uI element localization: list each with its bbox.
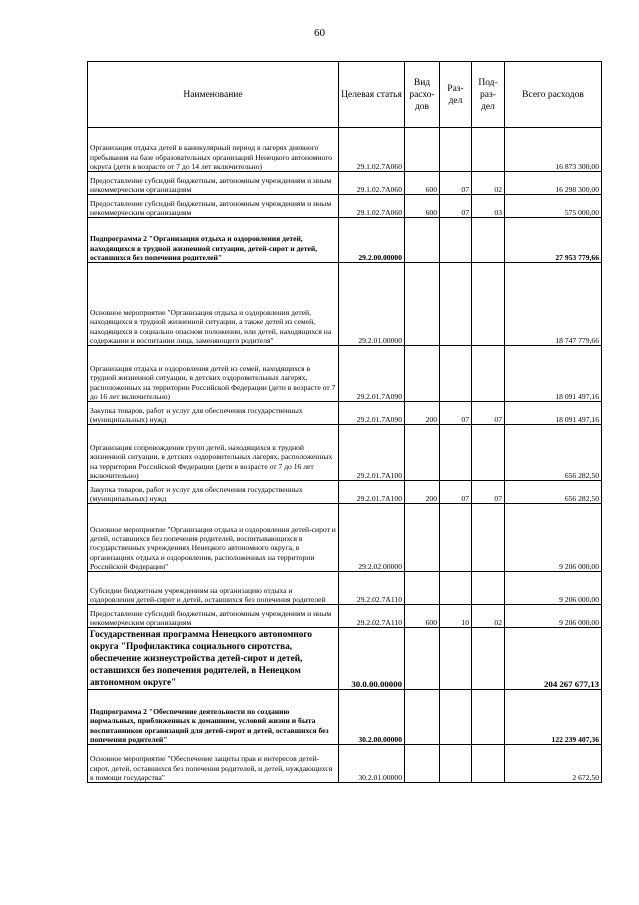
row-name: Основное мероприятие "Обеспечение защиты прав и интересов детей-сирот, детей, оставшихся без попечения родителей, и детей, нуждающихся в помощи государства" bbox=[88, 745, 339, 783]
row-subsection: 02 bbox=[472, 172, 505, 195]
table-row bbox=[88, 263, 602, 346]
row-subsection bbox=[472, 628, 505, 690]
row-subsection bbox=[472, 263, 505, 346]
row-total: 122 239 407,36 bbox=[505, 690, 602, 745]
row-target-code: 29.1.02.7А060 bbox=[339, 195, 405, 218]
row-total: 9 206 000,00 bbox=[505, 504, 602, 572]
header-subsection: Под-раз-дел bbox=[472, 62, 505, 128]
row-expense-type bbox=[405, 128, 440, 172]
row-expense-type bbox=[405, 346, 440, 402]
row-subsection bbox=[472, 128, 505, 172]
row-subsection bbox=[472, 745, 505, 783]
row-name: Подпрограмма 2 "Организация отдыха и оздоровления детей, находящихся в трудной жизненной ситуации, детей-сирот и детей, оставшихся без попечения родителей" bbox=[88, 218, 339, 263]
row-section bbox=[440, 218, 472, 263]
row-section: 07 bbox=[440, 195, 472, 218]
row-subsection bbox=[472, 218, 505, 263]
table-header-row bbox=[88, 62, 602, 128]
row-name: Закупка товаров, работ и услуг для обеспечения государственных (муниципальных) нужд bbox=[88, 402, 339, 425]
row-name: Основное мероприятие "Организация отдыха и оздоровления детей, находящихся в трудной жизненной ситуации, а также детей из семей, находящихся в социально опасном положении, или детей, находящихся на содержании и воспитании лица, заменяющего родителя" bbox=[88, 263, 339, 346]
row-section bbox=[440, 263, 472, 346]
table-row bbox=[88, 346, 602, 402]
row-total: 2 672,50 bbox=[505, 745, 602, 783]
row-expense-type bbox=[405, 572, 440, 605]
row-total: 16 873 300,00 bbox=[505, 128, 602, 172]
row-subsection bbox=[472, 690, 505, 745]
row-section: 07 bbox=[440, 402, 472, 425]
row-subsection bbox=[472, 425, 505, 481]
table-row bbox=[88, 195, 602, 218]
row-target-code: 29.2.01.7А100 bbox=[339, 425, 405, 481]
row-expense-type bbox=[405, 218, 440, 263]
row-section bbox=[440, 690, 472, 745]
row-target-code: 29.2.00.00000 bbox=[339, 218, 405, 263]
header-total: Всего расходов bbox=[505, 62, 602, 128]
row-expense-type bbox=[405, 425, 440, 481]
row-subsection: 02 bbox=[472, 605, 505, 628]
row-section bbox=[440, 628, 472, 690]
row-subsection: 03 bbox=[472, 195, 505, 218]
row-total: 18 747 779,66 bbox=[505, 263, 602, 346]
table-row bbox=[88, 745, 602, 783]
row-total: 16 298 300,00 bbox=[505, 172, 602, 195]
row-name: Предоставление субсидий бюджетным, автономным учреждениям и иным некоммерческим организациям bbox=[88, 172, 339, 195]
row-section: 07 bbox=[440, 481, 472, 504]
row-section bbox=[440, 504, 472, 572]
row-target-code: 29.2.02.7А110 bbox=[339, 605, 405, 628]
row-total: 18 091 497,16 bbox=[505, 402, 602, 425]
row-total: 656 282,50 bbox=[505, 425, 602, 481]
header-section: Раз-дел bbox=[440, 62, 472, 128]
header-expense-type: Вид расхо-дов bbox=[405, 62, 440, 128]
row-name: Организация отдыха детей в каникулярный период в лагерях дневного пребывания на базе образовательных организаций Ненецкого автономного округа (дети в возрасте от 7 до 14 лет включительно) bbox=[88, 128, 339, 172]
row-name: Государственная программа Ненецкого автономного округа "Профилактика социального сиротства, обеспечение жизнеустройства детей-сирот и детей, оставшихся без попечения родителей, в Ненецком автономном округе" bbox=[88, 628, 339, 690]
row-name: Организация сопровождения групп детей, находящихся в трудной жизненной ситуации, в детских оздоровительных лагерях, расположенных на территории Российской Федерации (дети в возрасте от 7 до 16 лет включительно) bbox=[88, 425, 339, 481]
row-target-code: 29.2.02.00000 bbox=[339, 504, 405, 572]
table-row bbox=[88, 425, 602, 481]
row-total: 656 282,50 bbox=[505, 481, 602, 504]
table-row bbox=[88, 128, 602, 172]
header-target: Целевая статья bbox=[339, 62, 405, 128]
row-target-code: 30.2.00.00000 bbox=[339, 690, 405, 745]
row-name: Субсидии бюджетным учреждениям на организацию отдыха и оздоровления детей-сирот и детей, оставшихся без попечения родителей bbox=[88, 572, 339, 605]
row-expense-type: 600 bbox=[405, 195, 440, 218]
row-expense-type: 200 bbox=[405, 481, 440, 504]
table-row bbox=[88, 218, 602, 263]
row-total: 575 000,00 bbox=[505, 195, 602, 218]
row-total: 9 206 000,00 bbox=[505, 572, 602, 605]
row-section bbox=[440, 425, 472, 481]
row-section: 07 bbox=[440, 172, 472, 195]
row-expense-type: 200 bbox=[405, 402, 440, 425]
table-row bbox=[88, 172, 602, 195]
row-section bbox=[440, 128, 472, 172]
table-row bbox=[88, 402, 602, 425]
row-total: 9 206 000,00 bbox=[505, 605, 602, 628]
table-row bbox=[88, 481, 602, 504]
header-name: Наименование bbox=[88, 62, 339, 128]
row-target-code: 29.2.01.7А090 bbox=[339, 402, 405, 425]
row-section bbox=[440, 745, 472, 783]
page-number: 60 bbox=[314, 27, 325, 39]
row-target-code: 30.2.01.00000 bbox=[339, 745, 405, 783]
row-name: Закупка товаров, работ и услуг для обеспечения государственных (муниципальных) нужд bbox=[88, 481, 339, 504]
row-section: 10 bbox=[440, 605, 472, 628]
budget-table bbox=[87, 61, 602, 783]
row-name: Основное мероприятие "Организация отдыха и оздоровления детей-сирот и детей, оставшихся без попечения родителей, воспитывающихся в государственных учреждениях Ненецкого автономного округа, в организациях отдыха и оздоровления, расположенных на территории Российской Федерации" bbox=[88, 504, 339, 572]
row-expense-type bbox=[405, 745, 440, 783]
row-name: Предоставление субсидий бюджетным, автономным учреждениям и иным некоммерческим организациям bbox=[88, 195, 339, 218]
row-subsection: 07 bbox=[472, 481, 505, 504]
row-target-code: 29.2.01.7А090 bbox=[339, 346, 405, 402]
row-name: Организация отдыха и оздоровления детей из семей, находящихся в трудной жизненной ситуации, в детских оздоровительных лагерях, расположенных на территории Российской Федерации (дети в возрасте от 7 до 16 лет включительно) bbox=[88, 346, 339, 402]
row-subsection bbox=[472, 346, 505, 402]
row-expense-type bbox=[405, 504, 440, 572]
row-name: Подпрограмма 2 "Обеспечение деятельности по созданию нормальных, приближенных к домашним, условий жизни и быта воспитанников организаций для детей-сирот и детей, оставшихся без попечения родителей" bbox=[88, 690, 339, 745]
row-expense-type: 600 bbox=[405, 605, 440, 628]
row-target-code: 29.2.01.7А100 bbox=[339, 481, 405, 504]
table-row bbox=[88, 628, 602, 690]
row-expense-type: 600 bbox=[405, 172, 440, 195]
row-total: 204 267 677,13 bbox=[505, 628, 602, 690]
row-target-code: 30.0.00.00000 bbox=[339, 628, 405, 690]
row-expense-type bbox=[405, 628, 440, 690]
row-section bbox=[440, 346, 472, 402]
row-subsection bbox=[472, 572, 505, 605]
row-total: 27 953 779,66 bbox=[505, 218, 602, 263]
row-subsection: 07 bbox=[472, 402, 505, 425]
row-total: 18 091 497,16 bbox=[505, 346, 602, 402]
row-expense-type bbox=[405, 690, 440, 745]
row-target-code: 29.2.01.00000 bbox=[339, 263, 405, 346]
row-target-code: 29.2.02.7А110 bbox=[339, 572, 405, 605]
row-subsection bbox=[472, 504, 505, 572]
table-row bbox=[88, 605, 602, 628]
table-row bbox=[88, 504, 602, 572]
table-row bbox=[88, 572, 602, 605]
row-target-code: 29.1.02.7А060 bbox=[339, 172, 405, 195]
row-expense-type bbox=[405, 263, 440, 346]
table-row bbox=[88, 690, 602, 745]
row-name: Предоставление субсидий бюджетным, автономным учреждениям и иным некоммерческим организациям bbox=[88, 605, 339, 628]
row-target-code: 29.1.02.7А060 bbox=[339, 128, 405, 172]
row-section bbox=[440, 572, 472, 605]
